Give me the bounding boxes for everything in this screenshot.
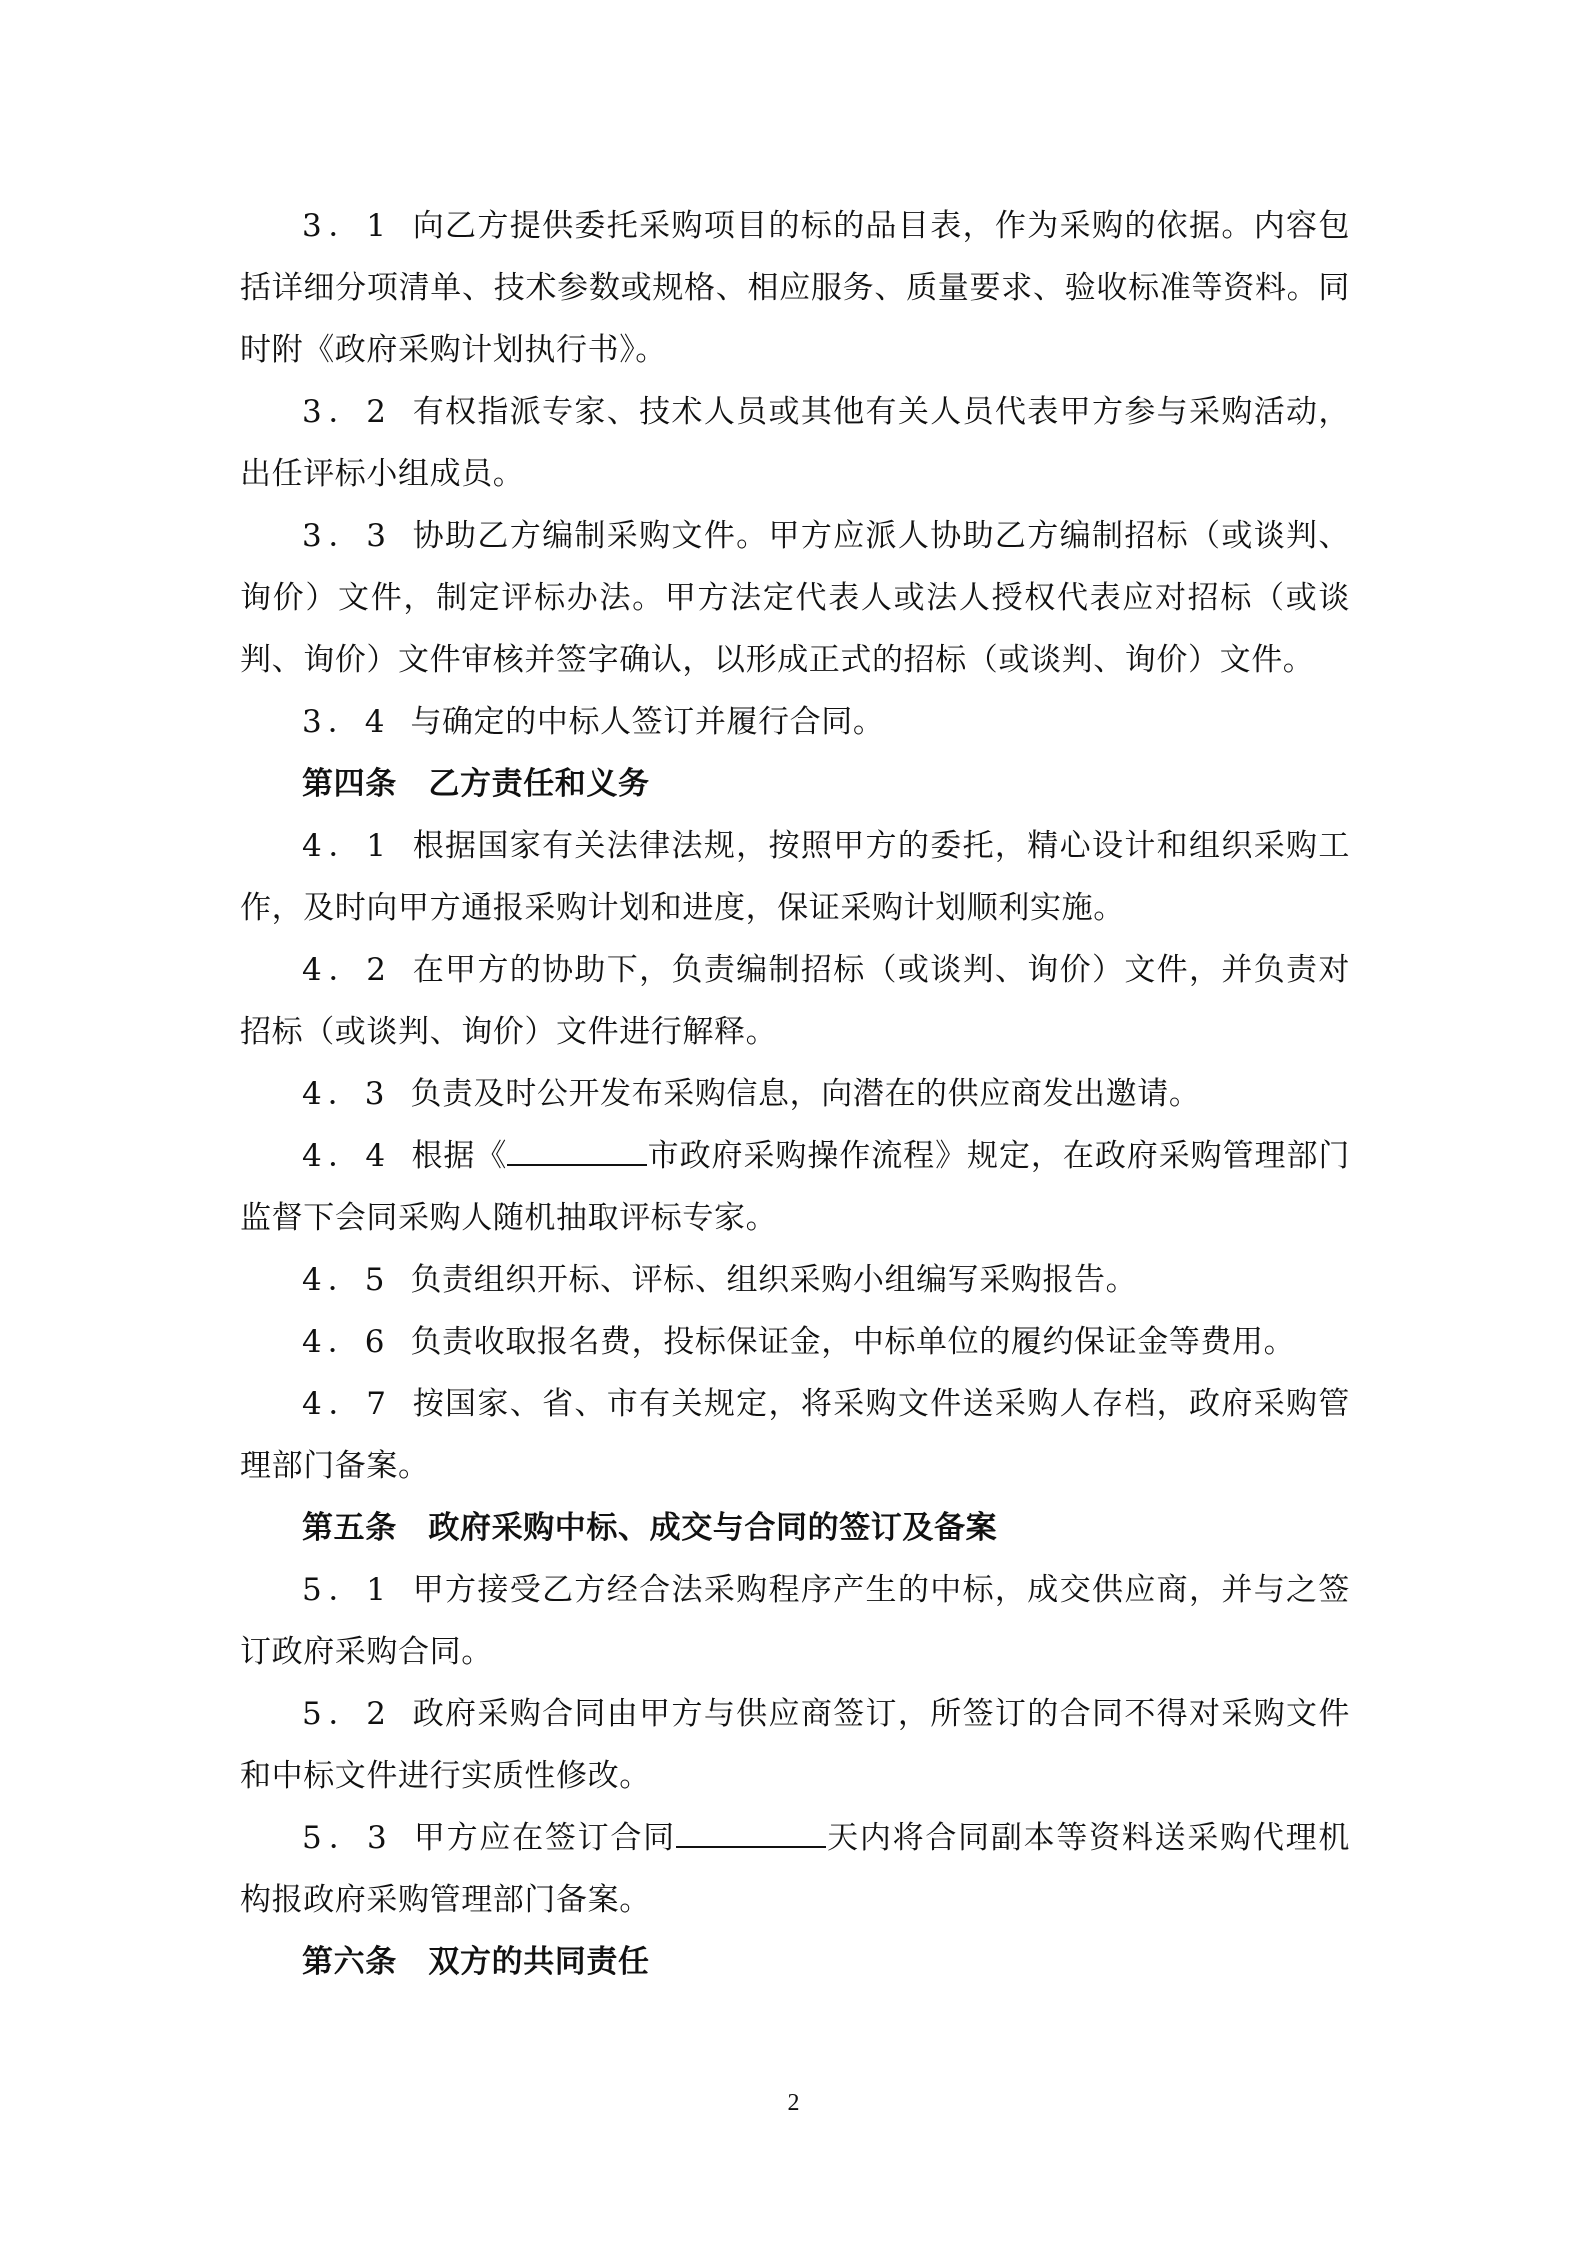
- clause-number: 4．1: [302, 828, 392, 864]
- clause-text: 负责及时公开发布采购信息，向潜在的供应商发出邀请。: [410, 1076, 1201, 1112]
- article-6-heading: 第六条 双方的共同责任: [302, 1944, 650, 1980]
- clause-number: 3．1: [302, 208, 392, 244]
- clause-text-after: 天内将合同副本等资料送采购代理机构报政府采购管理部门备案。: [240, 1820, 1350, 1918]
- fill-in-blank-city[interactable]: [507, 1138, 647, 1166]
- clause-text-before: 根据《: [411, 1138, 508, 1174]
- clause-number: 5．2: [302, 1696, 392, 1732]
- clause-5-3: [240, 1807, 1350, 1931]
- fill-in-blank-days[interactable]: [676, 1820, 826, 1848]
- clause-number: 5．3: [302, 1820, 393, 1856]
- clause-number: 4．3: [302, 1076, 391, 1112]
- clause-3-4: [240, 691, 1350, 753]
- clause-4-3: [240, 1063, 1350, 1125]
- document-body: [240, 195, 1350, 1993]
- clause-4-5: [240, 1249, 1350, 1311]
- clause-number: 3．4: [302, 704, 391, 740]
- clause-3-3: [240, 505, 1350, 691]
- clause-text: 与确定的中标人签订并履行合同。: [410, 704, 885, 740]
- clause-number: 4．2: [302, 952, 392, 988]
- clause-text: 有权指派专家、技术人员或其他有关人员代表甲方参与采购活动，出任评标小组成员。: [240, 394, 1350, 492]
- clause-5-1: [240, 1559, 1350, 1683]
- page-number: 2: [787, 2090, 800, 2116]
- article-4-heading: 第四条 乙方责任和义务: [302, 766, 650, 802]
- clause-4-6: [240, 1311, 1350, 1373]
- clause-number: 3．2: [302, 394, 392, 430]
- clause-number: 4．7: [302, 1386, 392, 1422]
- clause-number: 3．3: [302, 518, 392, 554]
- article-5-heading: 第五条 政府采购中标、成交与合同的签订及备案: [302, 1510, 998, 1546]
- clause-text: 向乙方提供委托采购项目的标的品目表，作为采购的依据。内容包括详细分项清单、技术参数或规格、相应服务、质量要求、验收标准等资料。同时附《政府采购计划执行书》。: [240, 208, 1350, 368]
- clause-text: 在甲方的协助下，负责编制招标（或谈判、询价）文件，并负责对招标（或谈判、询价）文件进行解释。: [240, 952, 1350, 1050]
- clause-3-1: [240, 195, 1350, 381]
- clause-4-4: [240, 1125, 1350, 1249]
- clause-3-2: [240, 381, 1350, 505]
- clause-number: 4．6: [302, 1324, 391, 1360]
- clause-text-after: 市政府采购操作流程》规定，在政府采购管理部门监督下会同采购人随机抽取评标专家。: [240, 1138, 1350, 1236]
- clause-text: 负责收取报名费，投标保证金，中标单位的履约保证金等费用。: [410, 1324, 1296, 1360]
- clause-number: 5．1: [302, 1572, 392, 1608]
- clause-4-7: [240, 1373, 1350, 1497]
- clause-number: 4．5: [302, 1262, 391, 1298]
- clause-text-before: 甲方应在签订合同: [412, 1820, 676, 1856]
- clause-text: 根据国家有关法律法规，按照甲方的委托，精心设计和组织采购工作，及时向甲方通报采购计划和进度，保证采购计划顺利实施。: [240, 828, 1350, 926]
- clause-text: 按国家、省、市有关规定，将采购文件送采购人存档，政府采购管理部门备案。: [240, 1386, 1350, 1484]
- clause-4-2: [240, 939, 1350, 1063]
- clause-number: 4．4: [302, 1138, 392, 1174]
- clause-text: 协助乙方编制采购文件。甲方应派人协助乙方编制招标（或谈判、询价）文件，制定评标办法。甲方法定代表人或法人授权代表应对招标（或谈判、询价）文件审核并签字确认，以形成正式的招标（或谈判、询价）文件。: [240, 518, 1350, 678]
- clause-4-1: [240, 815, 1350, 939]
- clause-text: 负责组织开标、评标、组织采购小组编写采购报告。: [410, 1262, 1138, 1298]
- clause-5-2: [240, 1683, 1350, 1807]
- clause-text: 甲方接受乙方经合法采购程序产生的中标，成交供应商，并与之签订政府采购合同。: [240, 1572, 1350, 1670]
- clause-text: 政府采购合同由甲方与供应商签订，所签订的合同不得对采购文件和中标文件进行实质性修改。: [240, 1696, 1350, 1794]
